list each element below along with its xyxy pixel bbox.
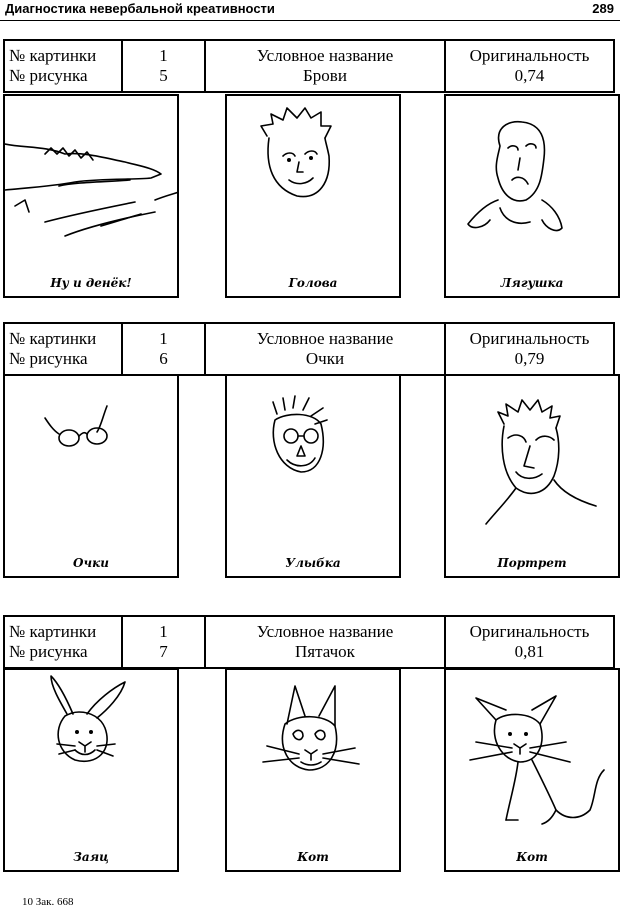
drawing-caption: Кот	[297, 850, 329, 864]
numbers-cell	[123, 617, 206, 667]
drawing-caption: Заяц	[73, 850, 109, 864]
picture-number: 1	[159, 622, 168, 641]
drawing-caption: Голова	[288, 276, 338, 290]
crocodile-drawing-icon	[5, 96, 179, 298]
running-header-title: Диагностика невербальной креативности	[5, 1, 275, 16]
rabbit-drawing-icon	[5, 670, 179, 872]
drawing-caption: Кот	[516, 850, 548, 864]
name-cell	[206, 324, 446, 374]
page-number: 289	[592, 1, 614, 16]
drawing-caption: Портрет	[497, 556, 567, 570]
drawing-panel	[225, 668, 401, 872]
originality-cell	[446, 324, 613, 374]
drawing-panel	[225, 94, 401, 298]
name-label: Условное название	[256, 622, 394, 641]
portrait-drawing-icon	[446, 376, 620, 578]
originality-cell	[446, 41, 613, 91]
frog-drawing-icon	[446, 96, 620, 298]
head-drawing-icon	[227, 96, 401, 298]
labels-cell	[5, 41, 123, 91]
drawing-label: № рисунка	[9, 642, 88, 661]
info-table-2	[3, 322, 615, 376]
picture-label: № картинки	[9, 46, 97, 65]
name-cell	[206, 617, 446, 667]
glasses-drawing-icon	[5, 376, 179, 578]
drawing-caption: Очки	[73, 556, 109, 570]
name-value: Брови	[303, 66, 347, 85]
info-table-1	[3, 39, 615, 93]
drawing-panel	[444, 94, 620, 298]
originality-label: Оригинальность	[469, 622, 590, 641]
labels-cell	[5, 324, 123, 374]
picture-number: 1	[159, 46, 168, 65]
name-value: Очки	[305, 349, 345, 368]
labels-cell	[5, 617, 123, 667]
name-value: Пятачок	[295, 642, 355, 661]
picture-label: № картинки	[9, 622, 97, 641]
drawing-caption: Ну и денёк!	[50, 276, 132, 290]
drawing-caption: Улыбка	[285, 556, 341, 570]
picture-number: 1	[159, 329, 168, 348]
header-rule	[0, 20, 620, 21]
originality-label: Оригинальность	[469, 46, 590, 65]
drawing-caption: Лягушка	[500, 276, 564, 290]
originality-label: Оригинальность	[469, 329, 590, 348]
name-label: Условное название	[256, 46, 394, 65]
drawing-panel	[444, 374, 620, 578]
originality-cell	[446, 617, 613, 667]
drawing-number: 6	[159, 349, 168, 368]
drawing-panel	[3, 374, 179, 578]
info-table-3	[3, 615, 615, 669]
numbers-cell	[123, 41, 206, 91]
smile-face-drawing-icon	[227, 376, 401, 578]
drawing-number: 5	[159, 66, 168, 85]
cat-drawing-icon	[446, 670, 620, 872]
picture-label: № картинки	[9, 329, 97, 348]
originality-value: 0,79	[514, 349, 545, 368]
drawing-panel	[444, 668, 620, 872]
name-cell	[206, 41, 446, 91]
originality-value: 0,81	[514, 642, 545, 661]
footer-text: 10 Зак. 668	[22, 896, 74, 908]
originality-value: 0,74	[514, 66, 545, 85]
drawing-panel	[225, 374, 401, 578]
drawing-label: № рисунка	[9, 349, 88, 368]
numbers-cell	[123, 324, 206, 374]
drawing-panel	[3, 94, 179, 298]
drawing-number: 7	[159, 642, 168, 661]
name-label: Условное название	[256, 329, 394, 348]
drawing-panel	[3, 668, 179, 872]
drawing-label: № рисунка	[9, 66, 88, 85]
cat-head-drawing-icon	[227, 670, 401, 872]
